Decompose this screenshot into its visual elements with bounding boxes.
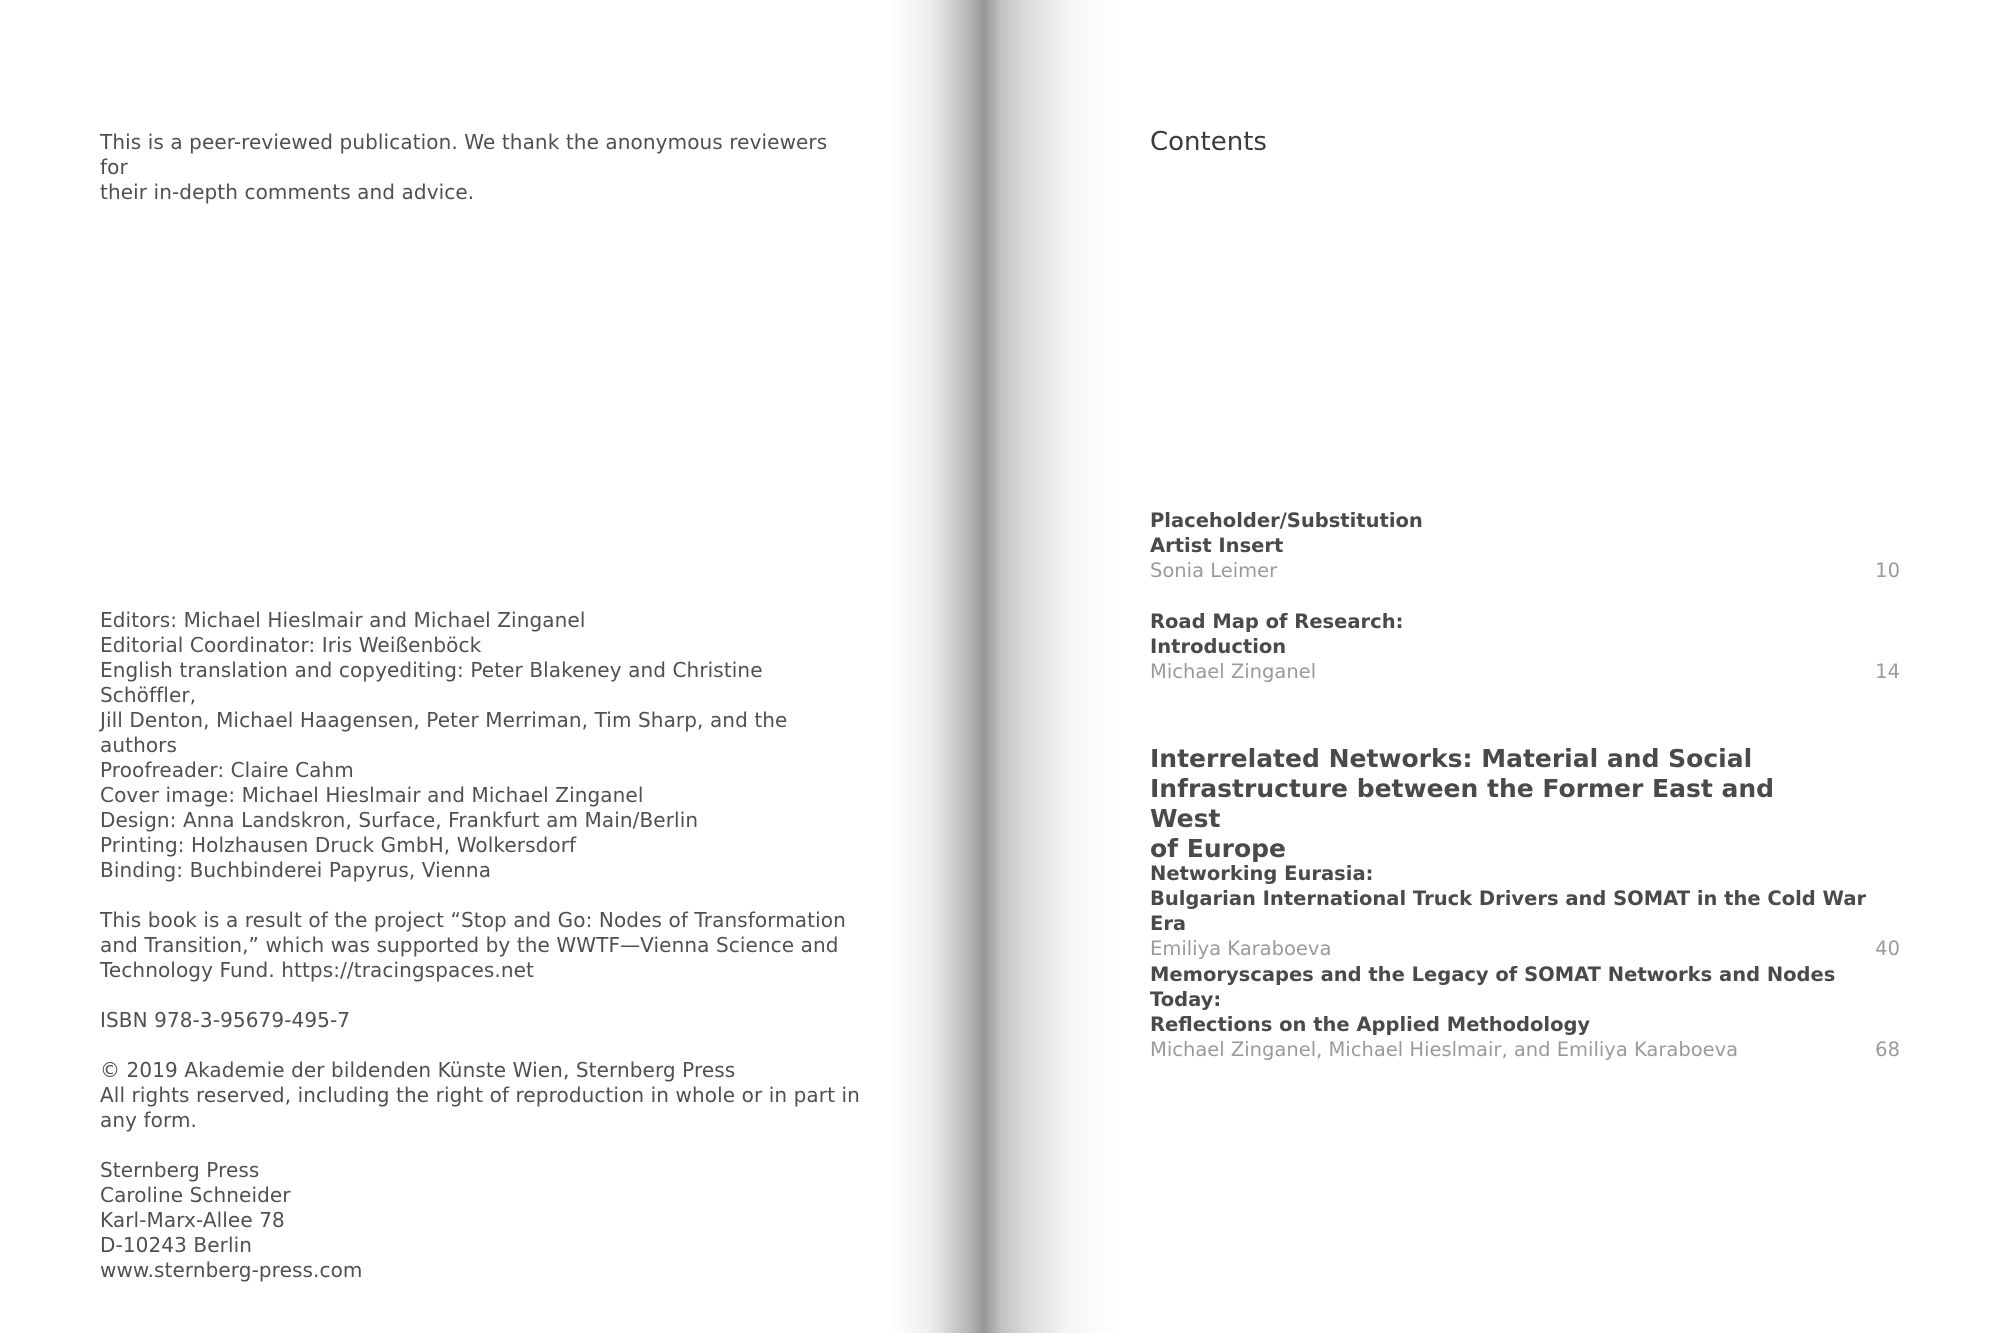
contents-title: Contents [1150,127,1267,157]
toc-entry-author: Emiliya Karaboeva [1150,937,1332,960]
publisher-line: Karl-Marx-Allee 78 [100,1208,285,1232]
toc-entry-author: Michael Zinganel [1150,660,1317,683]
publisher-address [100,1158,860,1283]
credit-line: Binding: Buchbinderei Papyrus, Vienna [100,858,492,882]
section-heading-line: Interrelated Networks: Material and Social [1150,744,1753,773]
credit-line: Proofreader: Claire Cahm [100,758,354,782]
toc-entry-page-number: 10 [1875,559,1900,582]
toc-entry-title: Networking Eurasia: [1150,862,1374,885]
credit-line: Editorial Coordinator: Iris Weißenböck [100,633,482,657]
project-note [100,908,860,983]
credit-line: Editors: Michael Hieslmair and Michael Zinganel [100,608,586,632]
isbn: ISBN 978-3-95679-495-7 [100,1008,351,1032]
toc-entry-title: Road Map of Research: [1150,610,1404,633]
toc-entry-title: Bulgarian International Truck Drivers and SOMAT in the Cold War Era [1150,887,1867,935]
copyright-line: All rights reserved, including the right of reproduction in whole or in part in [100,1083,860,1107]
toc-entry-page-number: 14 [1875,660,1900,683]
toc-entry [1150,508,1900,583]
toc-entry-author-row [1150,659,1900,684]
credit-line: Printing: Holzhausen Druck GmbH, Wolkersdorf [100,833,577,857]
copyright-line: © 2019 Akademie der bildenden Künste Wien, Sternberg Press [100,1058,736,1082]
section-heading-line: Infrastructure between the Former East and West [1150,774,1775,833]
toc-entry-author-row [1150,936,1900,961]
publisher-line: Caroline Schneider [100,1183,291,1207]
peer-review-line: their in-depth comments and advice. [100,180,475,204]
peer-review-line: This is a peer-reviewed publication. We thank the anonymous reviewers for [100,130,828,179]
toc-entry [1150,962,1900,1062]
toc-entry-page-number: 68 [1875,1038,1900,1061]
project-line: and Transition,” which was supported by the WWTF—Vienna Science and [100,933,839,957]
project-line: This book is a result of the project “Stop and Go: Nodes of Transformation [100,908,846,932]
toc-entry-title: Artist Insert [1150,534,1284,557]
toc-entry-title: Reflections on the Applied Methodology [1150,1013,1591,1036]
toc-entry-author-row [1150,558,1900,583]
credit-line: Design: Anna Landskron, Surface, Frankfurt am Main/Berlin [100,808,699,832]
copyright-note [100,1058,860,1133]
publisher-line: Sternberg Press [100,1158,260,1182]
toc-entry-title: Memoryscapes and the Legacy of SOMAT Networks and Nodes Today: [1150,963,1836,1011]
peer-review-note [100,130,840,205]
section-heading-line: of Europe [1150,834,1286,863]
project-line: Technology Fund. https://tracingspaces.net [100,958,534,982]
toc-entry-author-row [1150,1037,1900,1062]
copyright-line: any form. [100,1108,198,1132]
toc-entry-author: Sonia Leimer [1150,559,1278,582]
toc-entry-title: Introduction [1150,635,1287,658]
publisher-line: D-10243 Berlin [100,1233,253,1257]
publisher-url: www.sternberg-press.com [100,1258,363,1282]
credit-line: English translation and copyediting: Peter Blakeney and Christine Schöffler, [100,658,763,707]
toc-entry [1150,861,1900,961]
credits-block [100,608,860,883]
toc-entry-author: Michael Zinganel, Michael Hieslmair, and Emiliya Karaboeva [1150,1038,1739,1061]
credit-line: Jill Denton, Michael Haagensen, Peter Merriman, Tim Sharp, and the authors [100,708,788,757]
toc-entry [1150,609,1900,684]
credit-line: Cover image: Michael Hieslmair and Michael Zinganel [100,783,644,807]
section-heading [1150,744,1810,864]
toc-entry-title: Placeholder/Substitution [1150,509,1423,532]
colophon [100,608,860,1283]
toc-entry-page-number: 40 [1875,937,1900,960]
right-page [1000,0,2000,1333]
